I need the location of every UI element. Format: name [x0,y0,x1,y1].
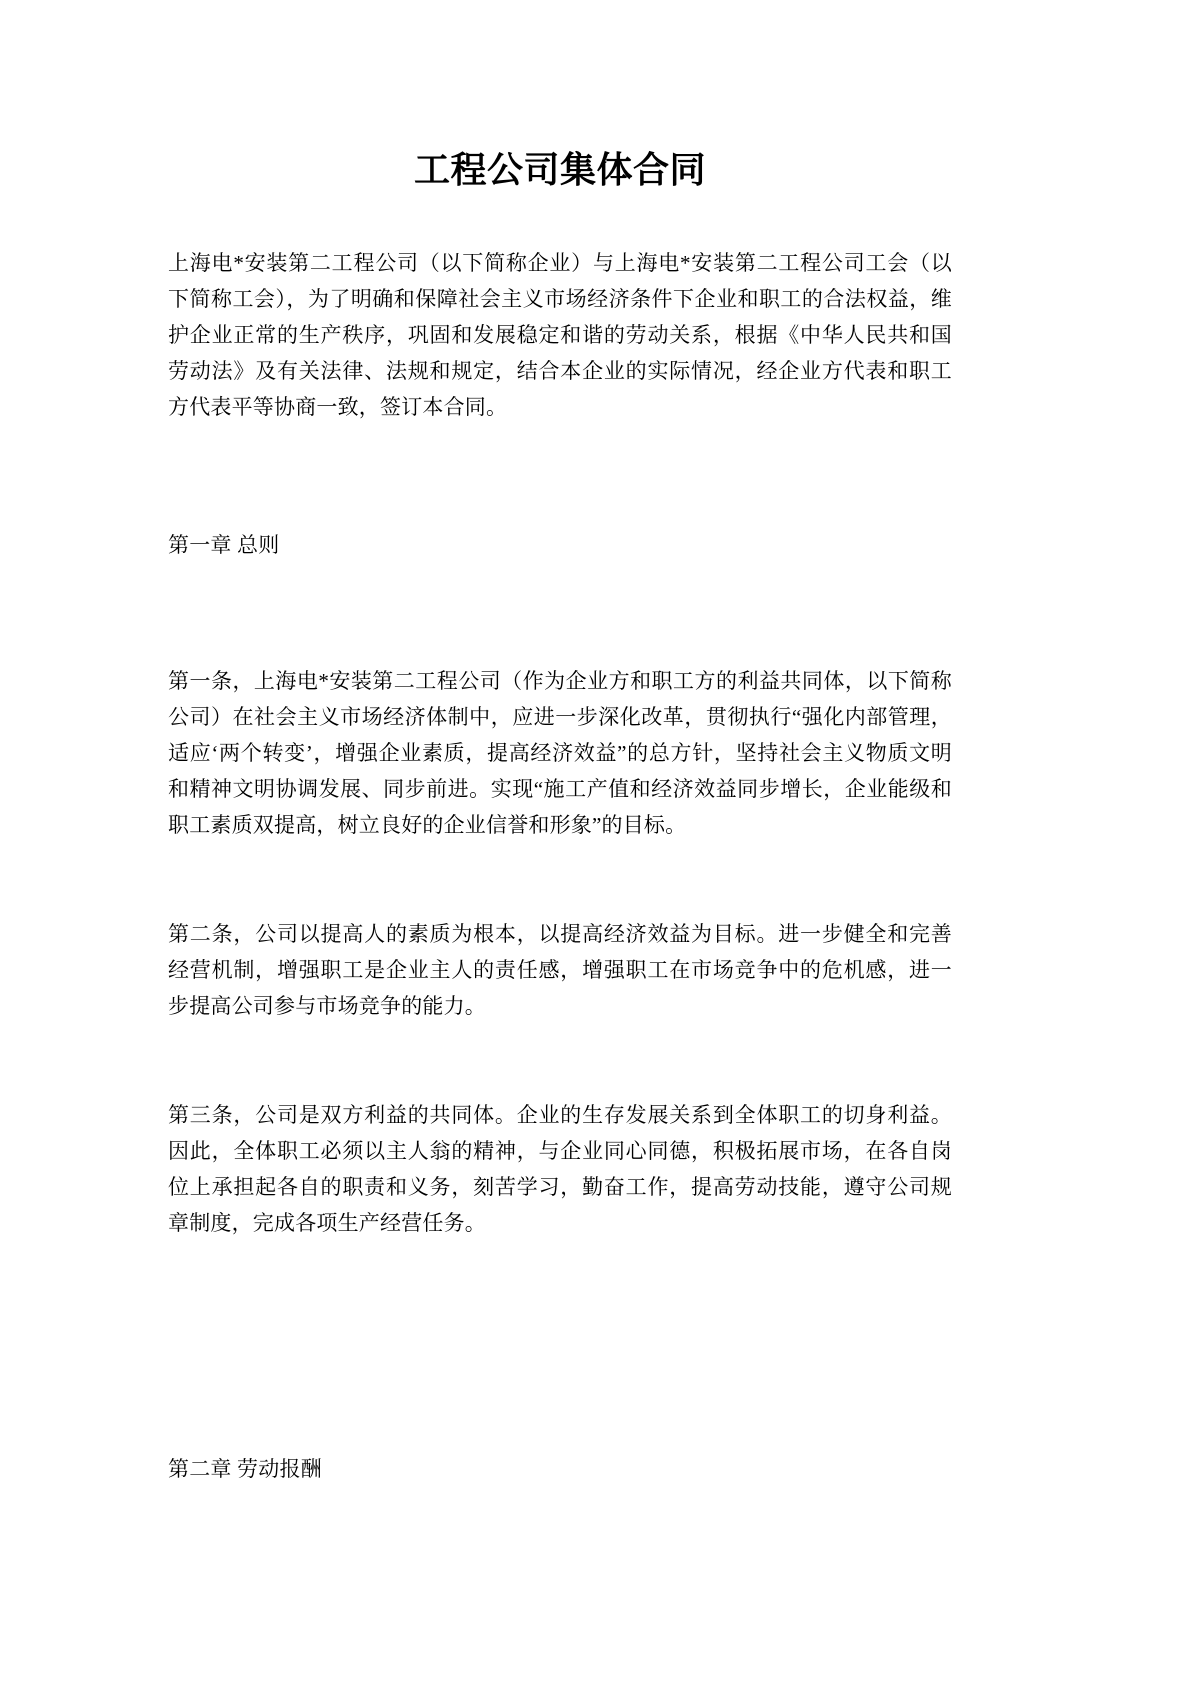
chapter-heading-2: 第二章 劳动报酬 [168,1457,322,1481]
article-1-paragraph: 第一条，上海电*安装第二工程公司（作为企业方和职工方的利益共同体，以下简称公司）在社会主义市场经济体制中，应进一步深化改革，贯彻执行“强化内部管理，适应‘两个转变’，增强企业素质，提高经济效益”的总方针，坚持社会主义物质文明和精神文明协调发展、同步前进。实现“施工产值和经济效益同步增长，企业能级和职工素质双提高，树立良好的企业信誉和形象”的目标。 [168,669,952,837]
spacer-after-preamble [168,425,952,527]
spacer-after-article-1 [168,843,952,916]
spacer-after-article-2 [168,1024,952,1097]
page-title: 工程公司集体合同 [413,150,706,190]
article-3-paragraph: 第三条，公司是双方利益的共同体。企业的生存发展关系到全体职工的切身利益。因此，全体职工必须以主人翁的精神，与企业同心同德，积极拓展市场，在各自岗位上承担起各自的职责和义务，刻苦学习，勤奋工作，提高劳动技能，遵守公司规章制度，完成各项生产经营任务。 [168,1103,952,1235]
article-2-paragraph: 第二条，公司以提高人的素质为根本，以提高经济效益为目标。进一步健全和完善经营机制，增强职工是企业主人的责任感，增强职工在市场竞争中的危机感，进一步提高公司参与市场竞争的能力。 [168,922,952,1018]
preamble-paragraph: 上海电*安装第二工程公司（以下简称企业）与上海电*安装第二工程公司工会（以下简称工会），为了明确和保障社会主义市场经济条件下企业和职工的合法权益，维护企业正常的生产秩序，巩固和发展稳定和谐的劳动关系，根据《中华人民共和国劳动法》及有关法律、法规和规定，结合本企业的实际情况，经企业方代表和职工方代表平等协商一致，签订本合同。 [168,251,952,419]
page-bottom-whitespace [168,1487,952,1683]
spacer-before-chapter-2 [168,1241,952,1451]
chapter-heading-1: 第一章 总则 [168,533,280,557]
document-body [168,0,952,1683]
spacer-after-title [168,193,952,245]
spacer-after-chapter-1 [168,563,952,663]
